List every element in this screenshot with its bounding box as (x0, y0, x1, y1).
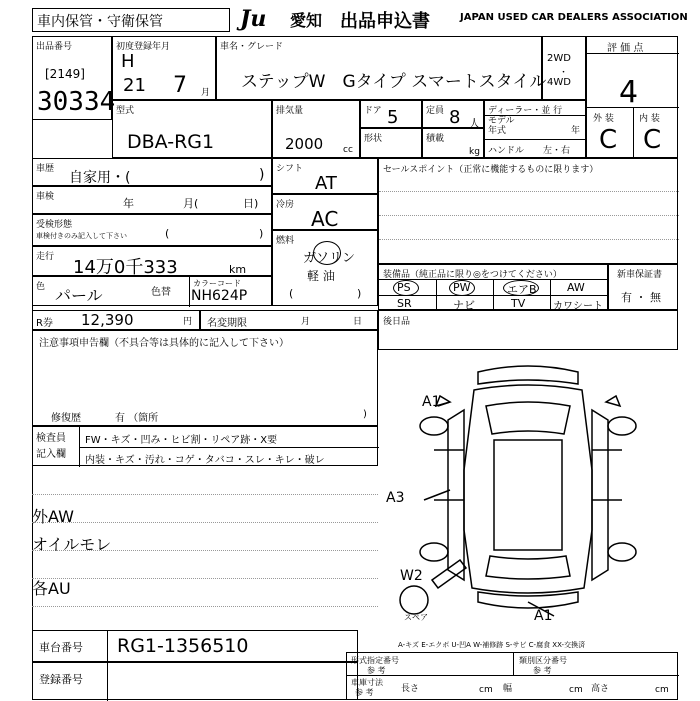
org-name: 愛知 (290, 11, 323, 30)
fuel-gas: ガソリン (303, 251, 356, 266)
doors-label: ドア (364, 106, 382, 116)
interior-label: 内 装 (639, 114, 660, 124)
damage-diagram (378, 350, 678, 640)
interior-grade: C (643, 125, 662, 155)
model-value: DBA-RG1 (127, 131, 215, 153)
chassis-value: RG1-1356510 (117, 635, 249, 657)
load-box (422, 128, 484, 158)
acceptance-label: 受検形態 (36, 220, 73, 230)
fuel-label: 燃料 (276, 236, 295, 246)
handle-options: 左・右 (543, 146, 571, 156)
drive-4wd: 4WD (547, 77, 571, 88)
equip-aw: AW (567, 281, 585, 294)
mark-w2-rear: W2 (400, 568, 423, 584)
name-change-label: 名変期限 (207, 318, 247, 329)
history-box (32, 158, 272, 186)
equip-airbag-circle (503, 280, 539, 296)
recycle-unit: 円 (183, 317, 193, 327)
registration-no-box (32, 662, 358, 700)
displacement-value: 2000 (285, 135, 324, 153)
type-ref: 参 考 (367, 666, 386, 675)
color-change-label: 色替 (151, 287, 171, 298)
remark-line-1: 外AW (32, 507, 74, 526)
shift-box (272, 158, 378, 194)
listing-number: 30334 (37, 87, 116, 117)
class-ref: 参 考 (533, 666, 552, 675)
damage-legend (398, 640, 678, 652)
inspector-row2: 内装・キズ・汚れ・コゲ・タバコ・スレ・キレ・破レ (85, 455, 325, 466)
history-close: ) (259, 167, 265, 183)
registration-month-unit: 月 (201, 88, 211, 98)
shift-label: シフト (276, 164, 304, 174)
grade-label: 評 価 点 (607, 43, 644, 54)
color-label: 色 (36, 282, 46, 292)
capacity-label: 定員 (426, 106, 445, 116)
capacity-value: 8 (449, 107, 461, 128)
equip-ps-circle (393, 280, 419, 296)
sales-point-box (378, 158, 678, 264)
history-value: 自家用・( (69, 170, 131, 186)
history-label: 車歴 (36, 164, 55, 174)
capacity-unit: 人 (469, 117, 480, 130)
load-unit: kg (469, 147, 480, 157)
storage-label: 車内保管・守衛保管 (32, 8, 230, 32)
mileage-label: 走行 (36, 252, 55, 262)
dims-height-cm: cm (655, 685, 669, 695)
equipment-label: 装備品（純正品に限り◎をつけてください） (383, 270, 562, 280)
color-box (32, 276, 272, 306)
equip-navi: ナビ (453, 299, 475, 312)
equip-tv: TV (511, 297, 526, 310)
drive-2wd: 2WD (547, 53, 571, 64)
doors-box (360, 100, 422, 128)
dims-length-cm: cm (479, 685, 493, 695)
doors-value: 5 (387, 107, 399, 128)
handle-label: ハンドル (488, 146, 525, 156)
remarks-area (32, 466, 378, 626)
registration-month: 7 (173, 73, 187, 98)
name-change-day: 日 (353, 317, 363, 327)
dims-ref: 参 考 (355, 688, 374, 697)
mark-a1-rear: A1 (534, 608, 553, 624)
form-title: 出品申込書 (340, 11, 430, 32)
mileage-box (32, 246, 272, 276)
spec-box (346, 652, 678, 700)
inspection-label: 車検 (36, 192, 55, 202)
type-label: 形式指定番号 (351, 656, 399, 665)
fuel-open: ( (289, 287, 294, 300)
color-code: NH624P (191, 288, 248, 304)
logo (240, 6, 286, 32)
exterior-grade: C (599, 125, 618, 155)
displacement-box (272, 100, 360, 158)
equip-pw-circle (449, 280, 475, 296)
car-name-box (216, 36, 547, 100)
registration-box (112, 36, 216, 100)
displacement-label: 排気量 (276, 106, 304, 116)
capacity-box (422, 100, 484, 128)
fuel-diesel: 軽 油 (307, 269, 335, 283)
equip-leather: カワシート (553, 301, 603, 312)
dims-label: 車庫寸法 (351, 678, 383, 687)
mark-a1-front: A1 (422, 394, 441, 410)
year-unit: 年 (571, 126, 581, 136)
shape-label: 形状 (364, 134, 383, 144)
equip-ps: PS (397, 281, 411, 294)
dims-height: 高さ (591, 684, 610, 694)
exterior-label: 外 装 (593, 114, 614, 124)
registration-era: H (121, 51, 135, 72)
name-change-box (200, 310, 378, 330)
drive-dot: ・ (559, 68, 569, 78)
model-label: 型式 (116, 106, 135, 116)
aircon-label: 冷房 (276, 200, 295, 210)
listing-number-label: 出品番号 (36, 42, 73, 52)
car-name-label: 車名・グレード (220, 42, 284, 52)
registration-year: 21 (123, 75, 146, 96)
repair-value: 有 （箇所 (115, 413, 159, 424)
dealer-label: ディーラー・並 行 (488, 106, 563, 116)
drive-box (542, 36, 586, 100)
notes-label: 注意事項申告欄（不具合等は具体的に記入して下さい） (39, 338, 289, 349)
equip-pw: PW (453, 281, 471, 294)
dims-length: 長さ (401, 684, 420, 694)
spare-label: スペア (404, 613, 428, 622)
guarantee-box (608, 264, 678, 310)
dims-width: 幅 (503, 684, 513, 694)
repair-close: ) (363, 409, 367, 420)
acceptance-open: ( (165, 227, 170, 240)
name-change-month: 月 (301, 317, 311, 327)
listing-sub-number: [2149] (45, 67, 85, 81)
guarantee-options: 有 ・ 無 (621, 291, 661, 304)
rear-items-label: 後日品 (383, 317, 411, 327)
acceptance-note: 車検付きのみ記入して下さい (36, 232, 127, 240)
equipment-box (378, 264, 608, 310)
color-code-label: カラーコード (193, 279, 241, 288)
dims-width-cm: cm (569, 685, 583, 695)
registration-no-label: 登録番号 (39, 673, 83, 686)
inspector-row1: FW・キズ・凹み・ヒビ割・リペア跡・X要 (85, 435, 278, 446)
inspection-day: 日) (243, 197, 259, 210)
listing-number-box (32, 36, 116, 120)
inspector-box (32, 426, 378, 466)
repair-label: 修復歴 (51, 413, 81, 424)
inspector-label: 検査員 記入欄 (36, 433, 66, 460)
model-year-label: モデル 年式 (488, 116, 515, 136)
acceptance-close: ) (259, 227, 264, 240)
rear-items-box (378, 310, 678, 350)
shift-value: AT (315, 173, 337, 194)
logo-text: Ju (240, 6, 267, 32)
car-name-value: ステップW Gタイプ スマートスタイル (241, 72, 547, 92)
notes-box (32, 330, 378, 426)
guarantee-label: 新車保証書 (617, 270, 663, 280)
acceptance-box (32, 214, 272, 246)
remark-line-4: 各AU (32, 579, 71, 598)
grade-box (586, 36, 678, 158)
damage-legend-text: A-キズ E-エクボ U-凹A W-補修跡 S-サビ C-腐食 XX-交換済 (398, 641, 586, 649)
association-name: JAPAN USED CAR DEALERS ASSOCIATION (460, 12, 688, 23)
registration-label: 初度登録年月 (116, 42, 171, 52)
color-value: パール (55, 286, 103, 305)
chassis-box (32, 630, 358, 662)
inspection-month: 月( (183, 197, 199, 210)
recycle-value: 12,390 (81, 311, 134, 329)
recycle-box (32, 310, 200, 330)
shape-box (360, 128, 422, 158)
remark-line-2: オイルモレ (32, 535, 112, 554)
equip-sr: SR (397, 297, 412, 310)
class-label: 類別区分番号 (519, 656, 567, 665)
dealer-box (484, 100, 586, 158)
model-box (112, 100, 272, 158)
aircon-box (272, 194, 378, 230)
fuel-close: ) (357, 287, 362, 300)
aircon-value: AC (311, 207, 339, 231)
mileage-unit: km (229, 263, 247, 276)
equip-airbag: エアB (507, 283, 537, 296)
mark-a3-side: A3 (386, 490, 405, 506)
mileage-value: 14万0千333 (73, 257, 178, 278)
fuel-box (272, 230, 378, 306)
inspection-year: 年 (123, 197, 134, 210)
fuel-gas-circle (313, 241, 341, 265)
displacement-unit: cc (343, 145, 353, 155)
inspection-box (32, 186, 272, 214)
sales-point-label: セールスポイント（正常に機能するものに限ります） (383, 165, 599, 175)
chassis-label: 車台番号 (39, 641, 83, 654)
load-label: 積載 (426, 134, 445, 144)
grade-value: 4 (619, 75, 639, 110)
recycle-label: R券 (36, 318, 53, 329)
